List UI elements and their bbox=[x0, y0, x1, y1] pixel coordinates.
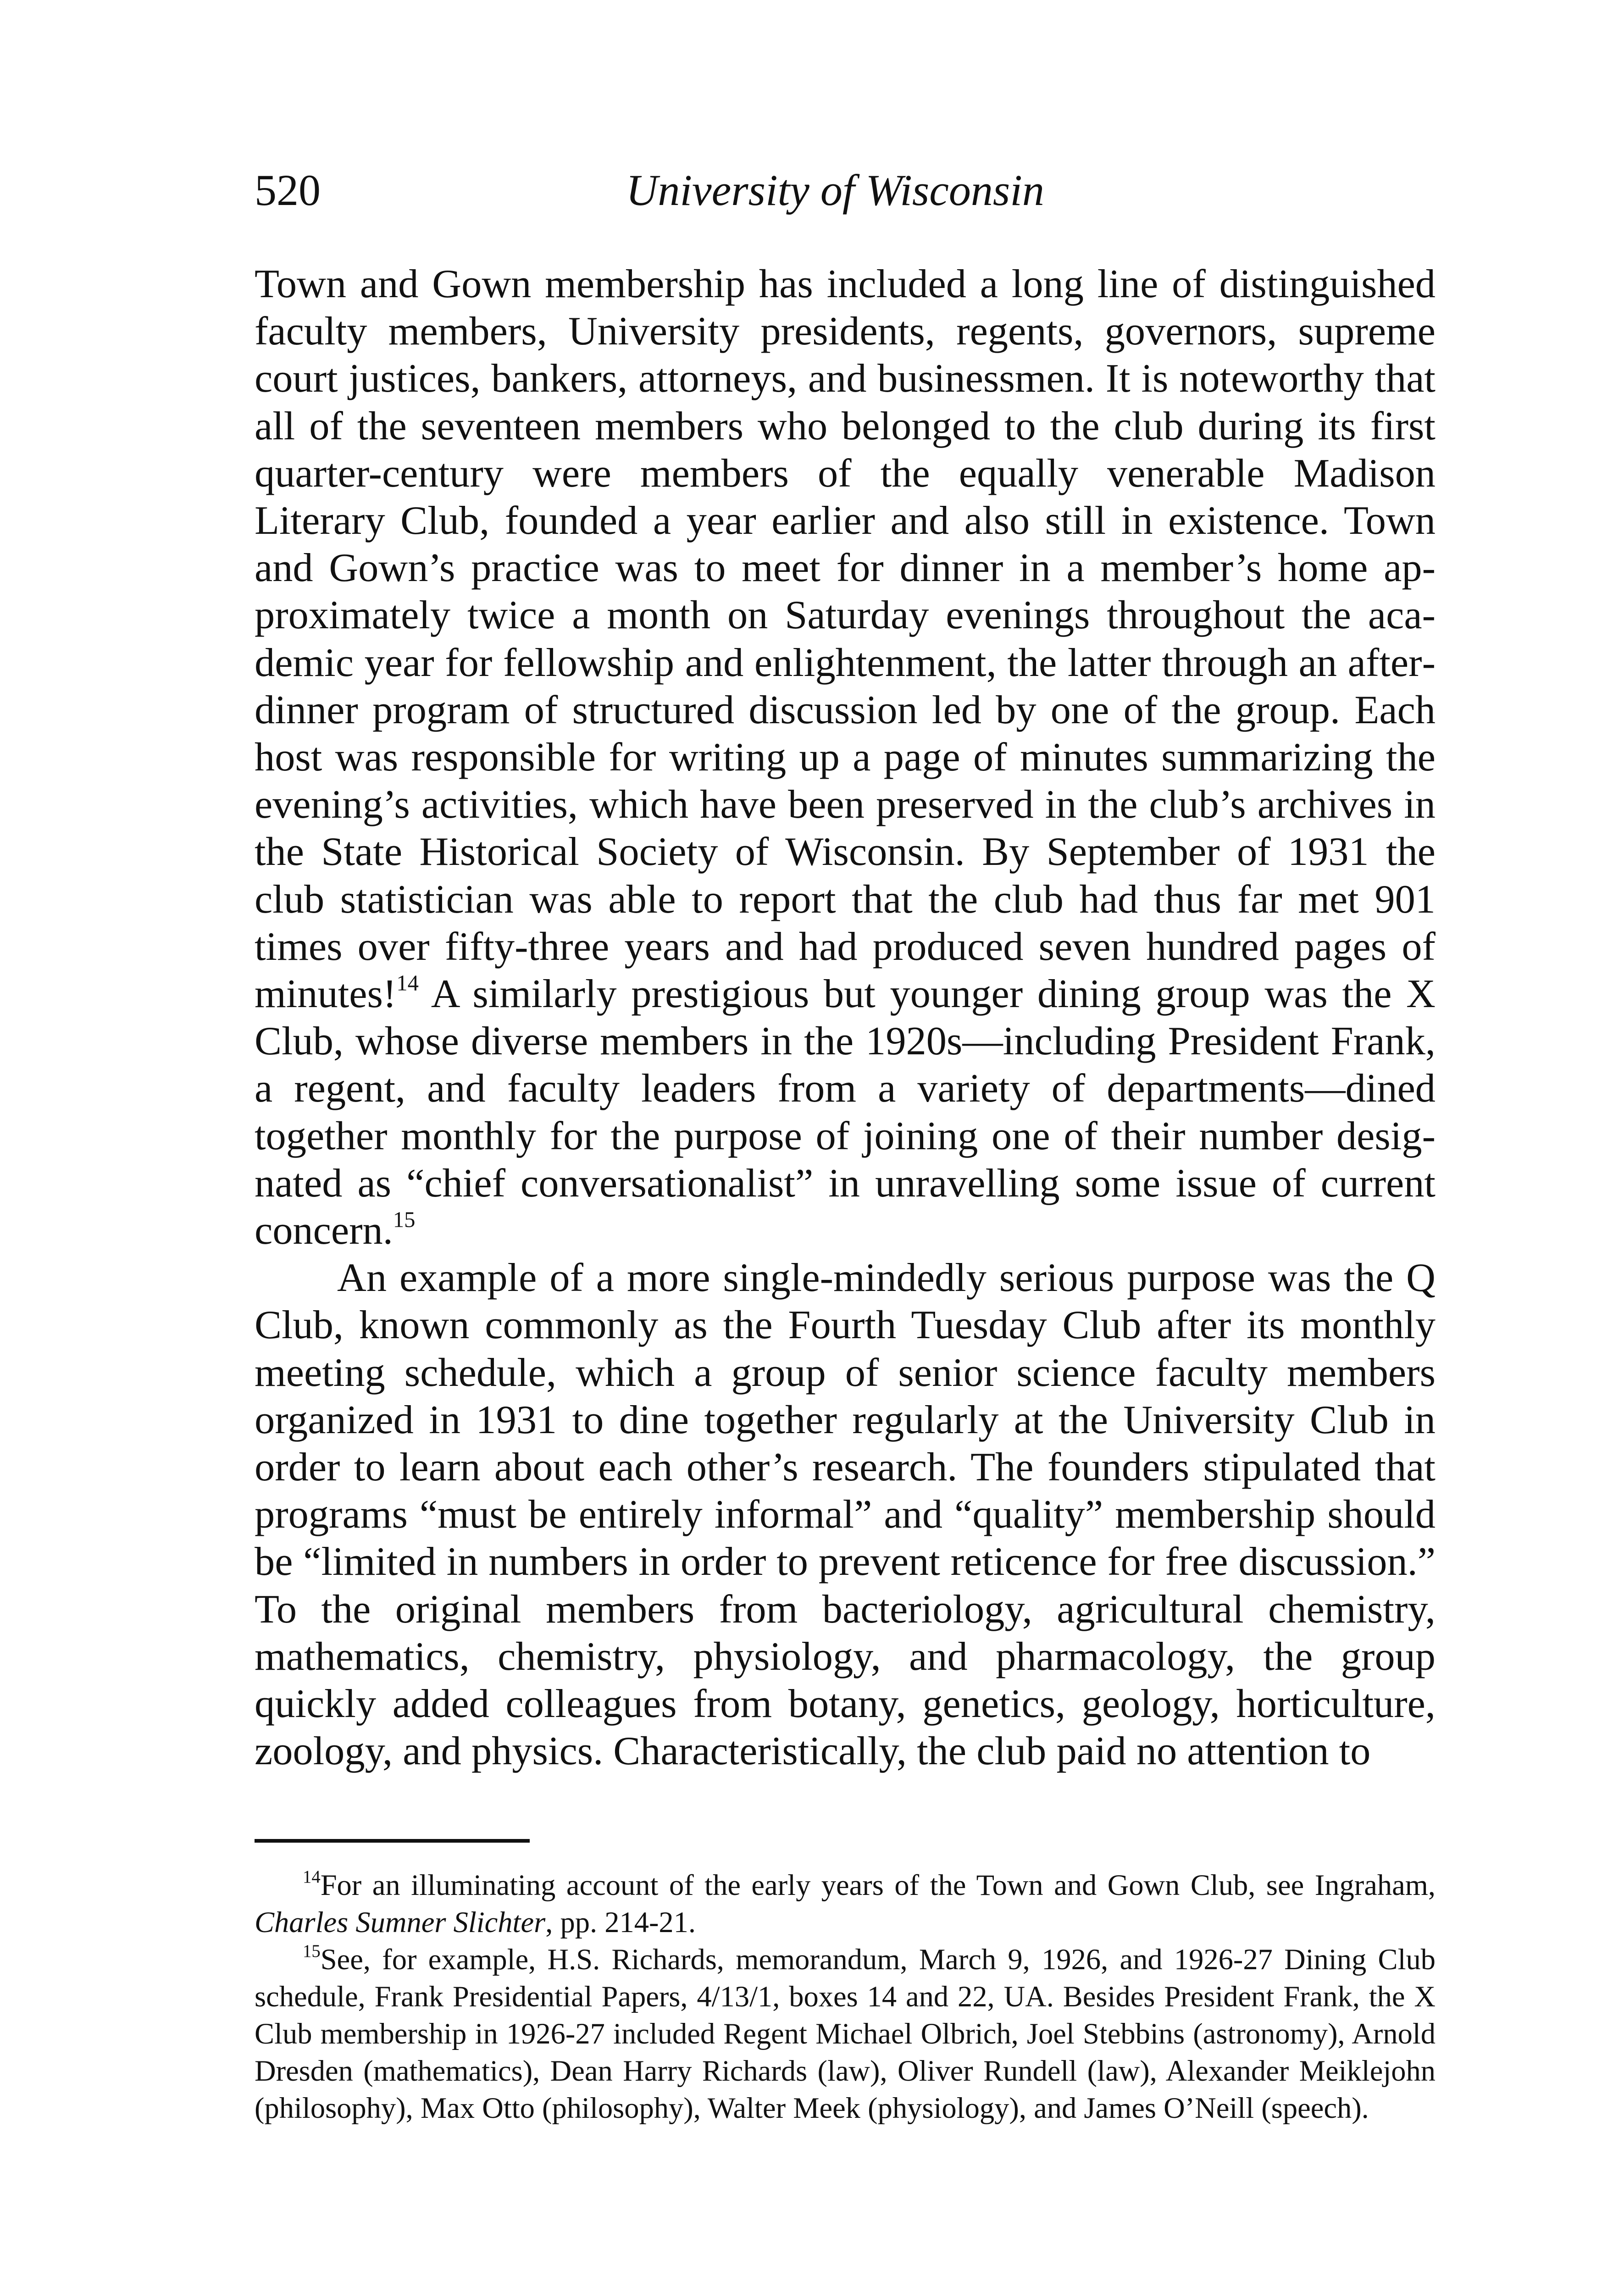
running-head bbox=[255, 161, 1447, 220]
footnote-rule bbox=[255, 1839, 530, 1843]
paragraph-1-text-b: A similarly prestigious but younger dining group was the X Club, whose diverse members in the 1920s—including President Frank, a regent, and faculty leaders from a variety of departments—dined together monthly for the purpose of joining one of their number designated as “chief conversationalist” in unravelling some issue of current concern. bbox=[255, 971, 1436, 1253]
running-title: University of Wisconsin bbox=[626, 166, 1044, 215]
footnote-15-marker: 15 bbox=[303, 1941, 321, 1961]
footnote-ref-14: 14 bbox=[396, 970, 419, 996]
paragraph-1 bbox=[255, 260, 1436, 1254]
paragraph-1-text-a: Town and Gown membership has included a long line of distinguished faculty members, University presidents, regents, governors, supreme court justices, bankers, attorneys, and businessmen. It is noteworthy that all of the seventeen members who belonged to the club during its first quarter-century were members of the equally venerable Madison Literary Club, founded a year earlier and also still in existence. Town and Gown’s practice was to meet for dinner in a member’s home approximately twice a month on Saturday evenings throughout the academic year for fellowship and enlightenment, the latter through an afterdinner program of structured discussion led by one of the group. Each host was responsible for writing up a page of minutes summarizing the evening’s activities, which have been preserved in the club’s archives in the State Historical Society of Wisconsin. By September of 1931 the club statistician was able to report that the club had thus far met 901 times over fifty-three years and had produced seven hundred pages of minutes! bbox=[255, 261, 1436, 1017]
footnote-ref-15: 15 bbox=[393, 1207, 416, 1232]
footnote-15 bbox=[255, 1941, 1436, 2127]
paragraph-2: An example of a more single-mindedly serious purpose was the Q Club, known commonly as the Fourth Tuesday Club after its monthly meeting schedule, which a group of senior science faculty members organized in 1931 to dine together regularly at the University Club in order to learn about each other’s research. The founders stipulated that programs “must be entirely informal” and “quality” membership should be “limited in numbers in order to prevent reticence for free discussion.” To the original members from bacteriology, agricultural chemistry, mathematics, chemistry, physiology, and pharmacology, the group quickly added colleagues from botany, genetics, geology, horticulture, zoology, and physics. Characteristically, the club paid no attention to bbox=[255, 1255, 1436, 1774]
footnotes bbox=[255, 1867, 1436, 2127]
footnote-14-marker: 14 bbox=[303, 1867, 321, 1887]
footnote-14-book-title: Charles Sumner Slichter bbox=[255, 1906, 546, 1939]
body-text bbox=[255, 260, 1436, 1775]
footnote-14 bbox=[255, 1867, 1436, 1941]
page-number: 520 bbox=[255, 166, 321, 215]
footnote-14-text-a: For an illuminating account of the early years of the Town and Gown Club, see Ingraham, bbox=[320, 1869, 1436, 1901]
footnote-14-text-b: , pp. 214-21. bbox=[545, 1906, 696, 1939]
footnote-15-text: See, for example, H.S. Richards, memorandum, March 9, 1926, and 1926-27 Dining Club schedule, Frank Presidential Papers, 4/13/1, boxes 14 and 22, UA. Besides President Frank, the X Club membership in 1926-27 included Regent Michael Olbrich, Joel Stebbins (astronomy), Arnold Dresden (mathematics), Dean Harry Richards (law), Oliver Rundell (law), Alexander Meiklejohn (philosophy), Max Otto (philosophy), Walter Meek (physiology), and James O’Neill (speech). bbox=[255, 1943, 1436, 2124]
